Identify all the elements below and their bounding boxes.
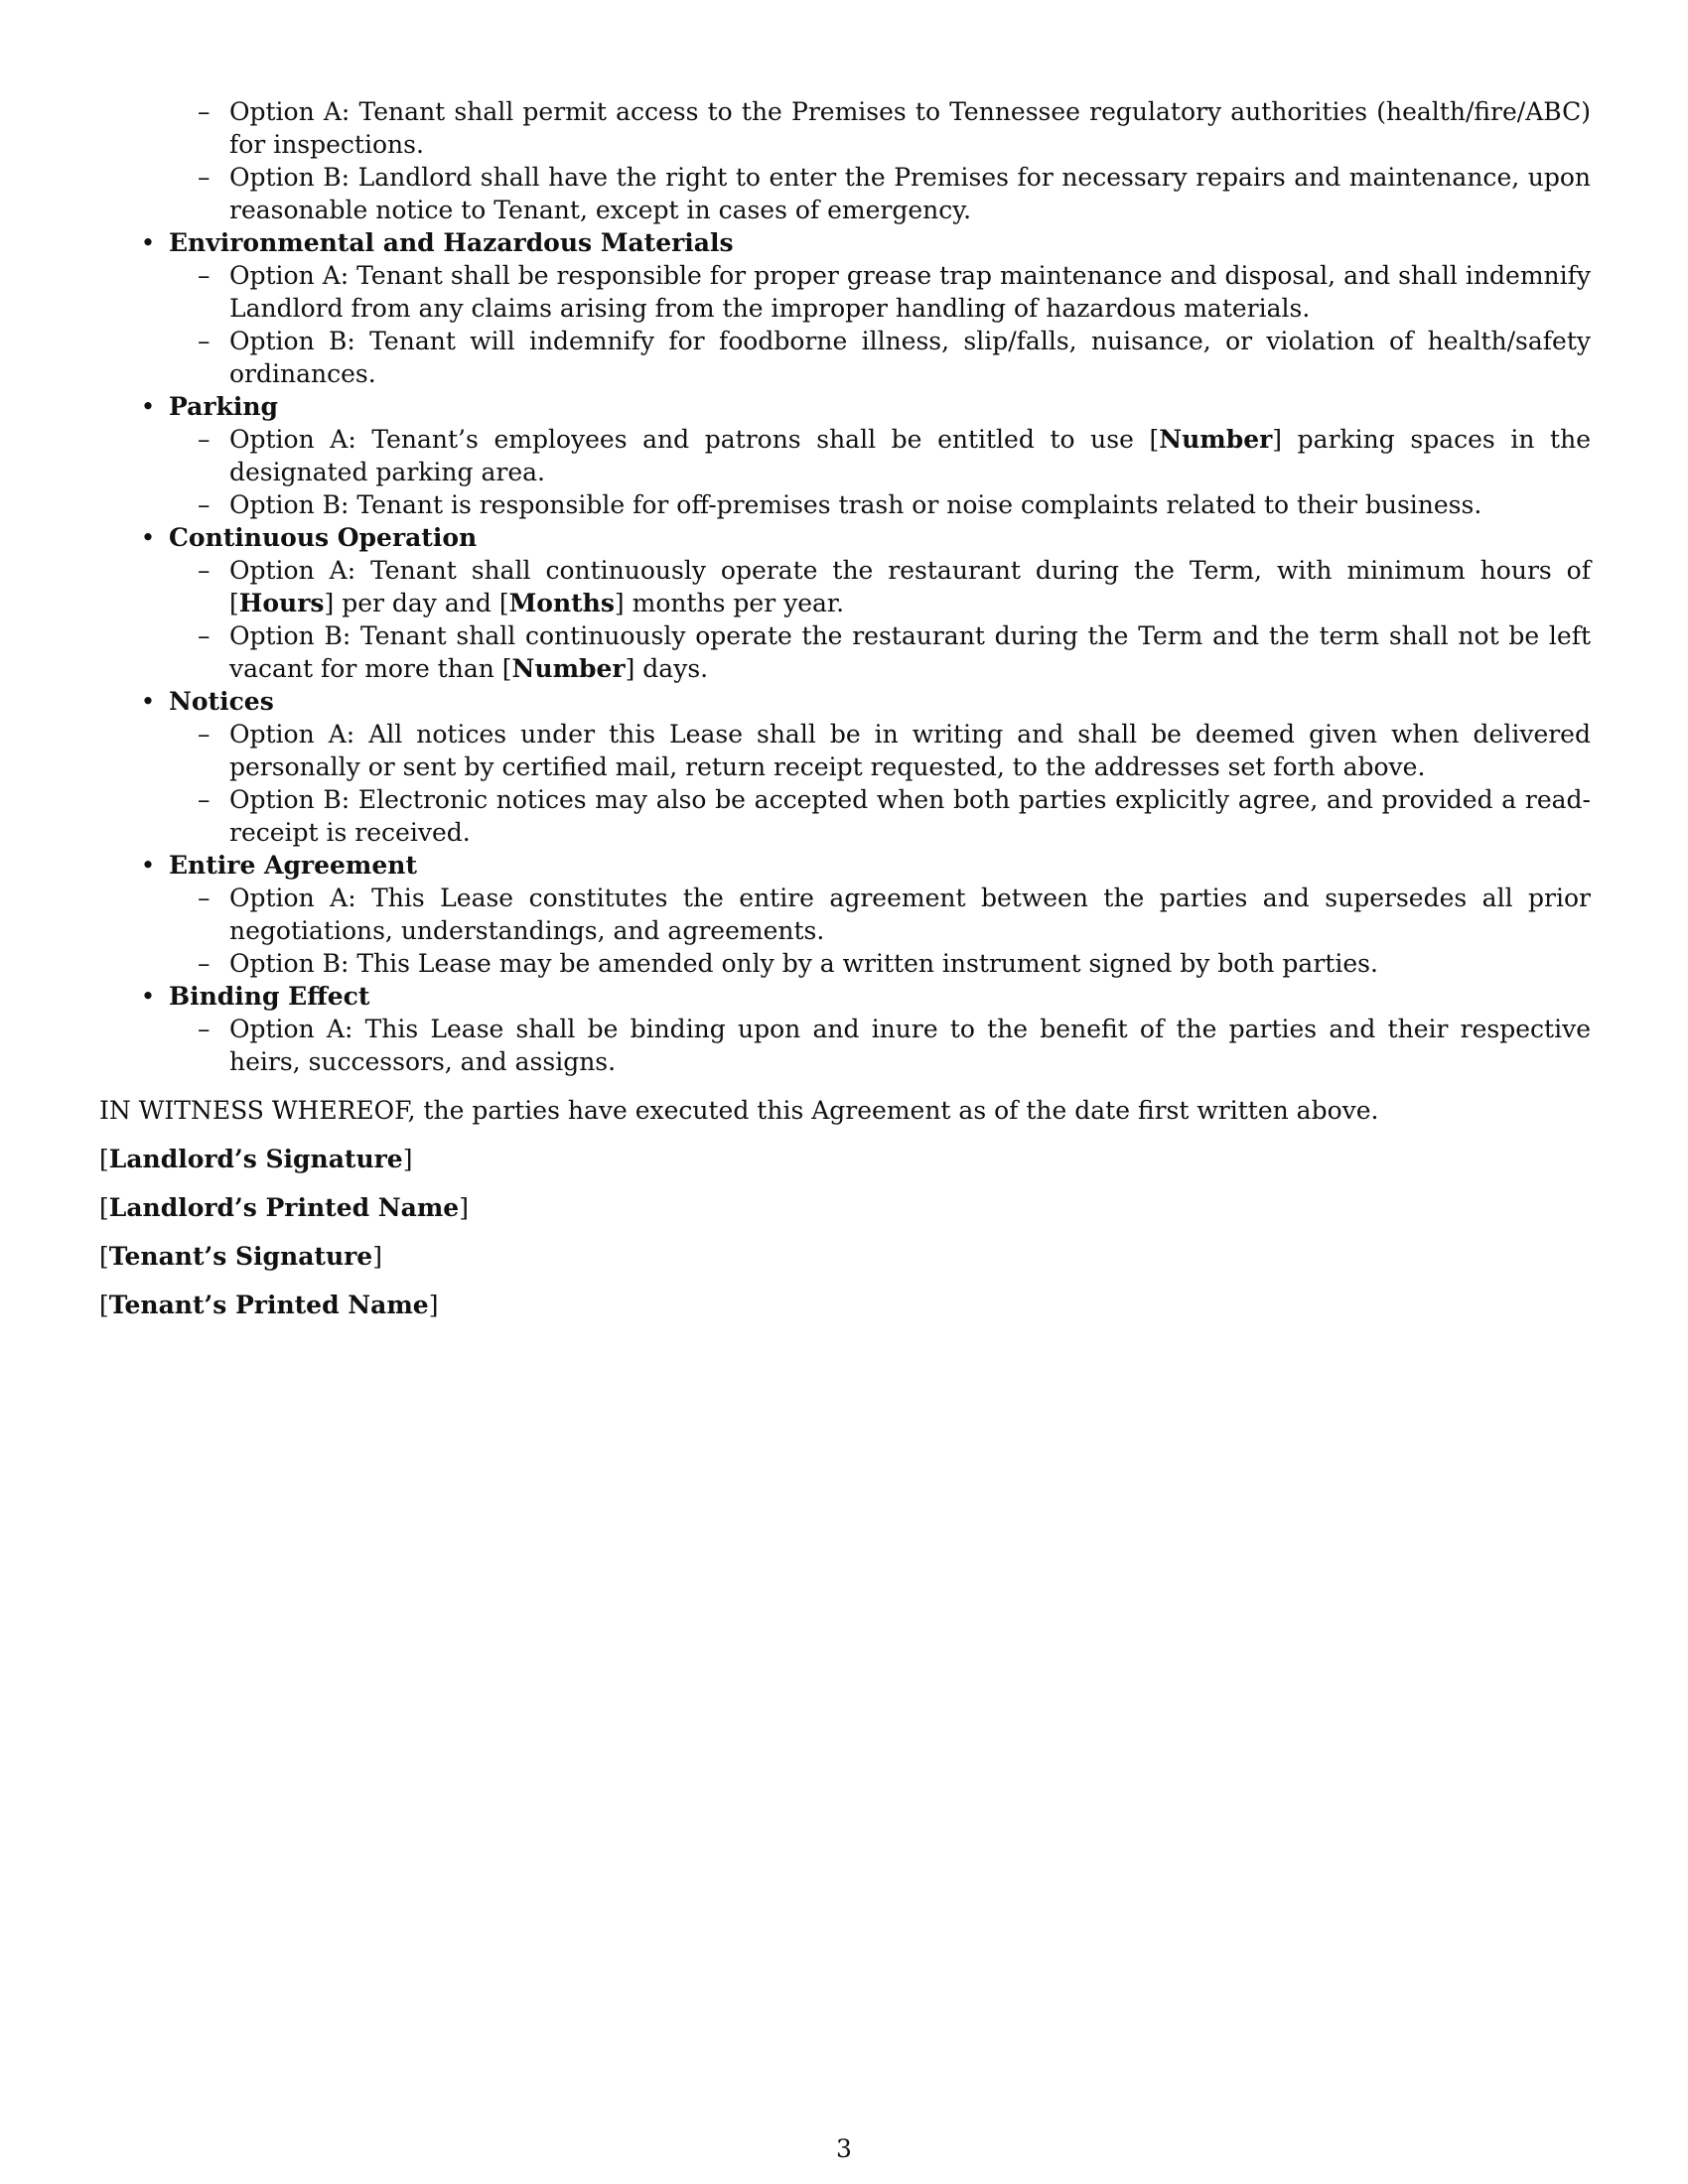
section-options: [169, 554, 1591, 685]
section-heading: Entire Agreement: [169, 851, 417, 880]
option-text: Option A: This Lease constitutes the entire agreement between the parties and supersedes all prior negotiations, understandings, and agreements.: [229, 884, 1591, 945]
option-item: [169, 1013, 1591, 1078]
placeholder-field: [Months]: [498, 589, 625, 617]
section-options: [169, 259, 1591, 390]
dash-marker: –: [198, 556, 211, 585]
section-parking: [99, 390, 1591, 521]
section-entire-agreement: [99, 849, 1591, 980]
option-item: [169, 488, 1591, 521]
bullet-marker: •: [140, 851, 156, 880]
bullet-marker: •: [140, 228, 156, 257]
option-item: [169, 947, 1591, 980]
option-item: [169, 554, 1591, 619]
option-text: Option A: Tenant’s employees and patrons shall be entitled to use: [229, 425, 1150, 454]
section-options: [169, 882, 1591, 980]
bullet-marker: •: [140, 982, 156, 1011]
option-text: Option B: Landlord shall have the right to enter the Premises for necessary repairs and maintenance, upon reasonable notice to Tenant, except in cases of emergency.: [229, 163, 1591, 224]
section-notices: [99, 685, 1591, 849]
option-text: Option B: This Lease may be amended only by a written instrument signed by both parties.: [229, 949, 1378, 978]
option-text: Option A: Tenant shall continuously operate the restaurant during the Term, with minimum hours of: [229, 556, 1591, 585]
option-text: parking spaces in the designated parking area.: [229, 425, 1591, 486]
option-item: [169, 718, 1591, 783]
continued-section: [99, 95, 1591, 226]
dash-marker: –: [198, 1015, 211, 1043]
option-item: [169, 161, 1591, 226]
placeholder-number: Number: [1159, 425, 1273, 454]
section-heading: Continuous Operation: [169, 523, 478, 552]
dash-marker: –: [198, 785, 211, 814]
option-item: [169, 95, 1591, 161]
section-options: [169, 718, 1591, 849]
option-text: Option B: Electronic notices may also be accepted when both parties explicitly agree, and provided a read-receipt is received.: [229, 785, 1591, 847]
dash-marker: –: [198, 327, 211, 355]
option-text: Option B: Tenant is responsible for off-premises trash or noise complaints related to their business.: [229, 490, 1482, 519]
continued-options: [169, 95, 1591, 226]
placeholder-field: [Number]: [501, 654, 635, 683]
option-item: [169, 325, 1591, 390]
option-item: [169, 259, 1591, 325]
placeholder-field: [Number]: [1149, 425, 1283, 454]
option-text: Option A: Tenant shall be responsible for proper grease trap maintenance and disposal, and shall indemnify Landlord from any claims arising from the improper handling of hazardous materials.: [229, 261, 1591, 323]
option-text: Option B: Tenant shall continuously operate the restaurant during the Term and the term shall not be left vacant for more than: [229, 621, 1591, 683]
section-binding-effect: [99, 980, 1591, 1078]
dash-marker: –: [198, 97, 211, 126]
option-item: [169, 783, 1591, 849]
landlord-signature-line: [Landlord’s Signature]: [99, 1145, 413, 1173]
dash-marker: –: [198, 425, 211, 454]
dash-marker: –: [198, 884, 211, 912]
dash-marker: –: [198, 261, 211, 290]
option-text: days.: [634, 654, 709, 683]
document-page: [99, 95, 1591, 1321]
option-text: Option A: Tenant shall permit access to the Premises to Tennessee regulatory authorities (health/fire/ABC) for inspections.: [229, 97, 1591, 159]
option-text: Option A: All notices under this Lease shall be in writing and shall be deemed given when delivered personally or sent by certified mail, return receipt requested, to the addresses set forth above.: [229, 720, 1591, 781]
section-options: [169, 1013, 1591, 1078]
section-heading: Notices: [169, 687, 274, 716]
section-heading: Environmental and Hazardous Materials: [169, 228, 734, 257]
option-text: per day and: [334, 589, 499, 617]
tenant-signature-line: [Tenant’s Signature]: [99, 1242, 382, 1271]
section-options: [169, 423, 1591, 521]
section-environmental: [99, 226, 1591, 390]
lease-sections: [99, 95, 1591, 1078]
landlord-printed-name-line: [Landlord’s Printed Name]: [99, 1193, 469, 1222]
placeholder-number: Number: [511, 654, 626, 683]
tenant-printed-name-line: [Tenant’s Printed Name]: [99, 1291, 439, 1319]
bullet-marker: •: [140, 687, 156, 716]
placeholder-hours: Hours: [238, 589, 325, 617]
dash-marker: –: [198, 949, 211, 978]
option-text: Option B: Tenant will indemnify for foodborne illness, slip/falls, nuisance, or violation of health/safety ordinances.: [229, 327, 1591, 388]
dash-marker: –: [198, 163, 211, 192]
section-heading: Parking: [169, 392, 278, 421]
section-heading: Binding Effect: [169, 982, 370, 1011]
placeholder-months: Months: [508, 589, 615, 617]
dash-marker: –: [198, 720, 211, 749]
witness-statement: IN WITNESS WHEREOF, the parties have executed this Agreement as of the date first written above.: [99, 1096, 1379, 1125]
option-text: months per year.: [624, 589, 845, 617]
dash-marker: –: [198, 490, 211, 519]
bullet-marker: •: [140, 392, 156, 421]
option-item: [169, 882, 1591, 947]
option-item: [169, 619, 1591, 685]
option-text: Option A: This Lease shall be binding upon and inure to the benefit of the parties and their respective heirs, successors, and assigns.: [229, 1015, 1591, 1076]
placeholder-field: [Hours]: [229, 589, 335, 617]
dash-marker: –: [198, 621, 211, 650]
bullet-marker: •: [140, 523, 156, 552]
section-continuous-operation: [99, 521, 1591, 685]
option-item: [169, 423, 1591, 488]
page-number: 3: [836, 2134, 852, 2163]
